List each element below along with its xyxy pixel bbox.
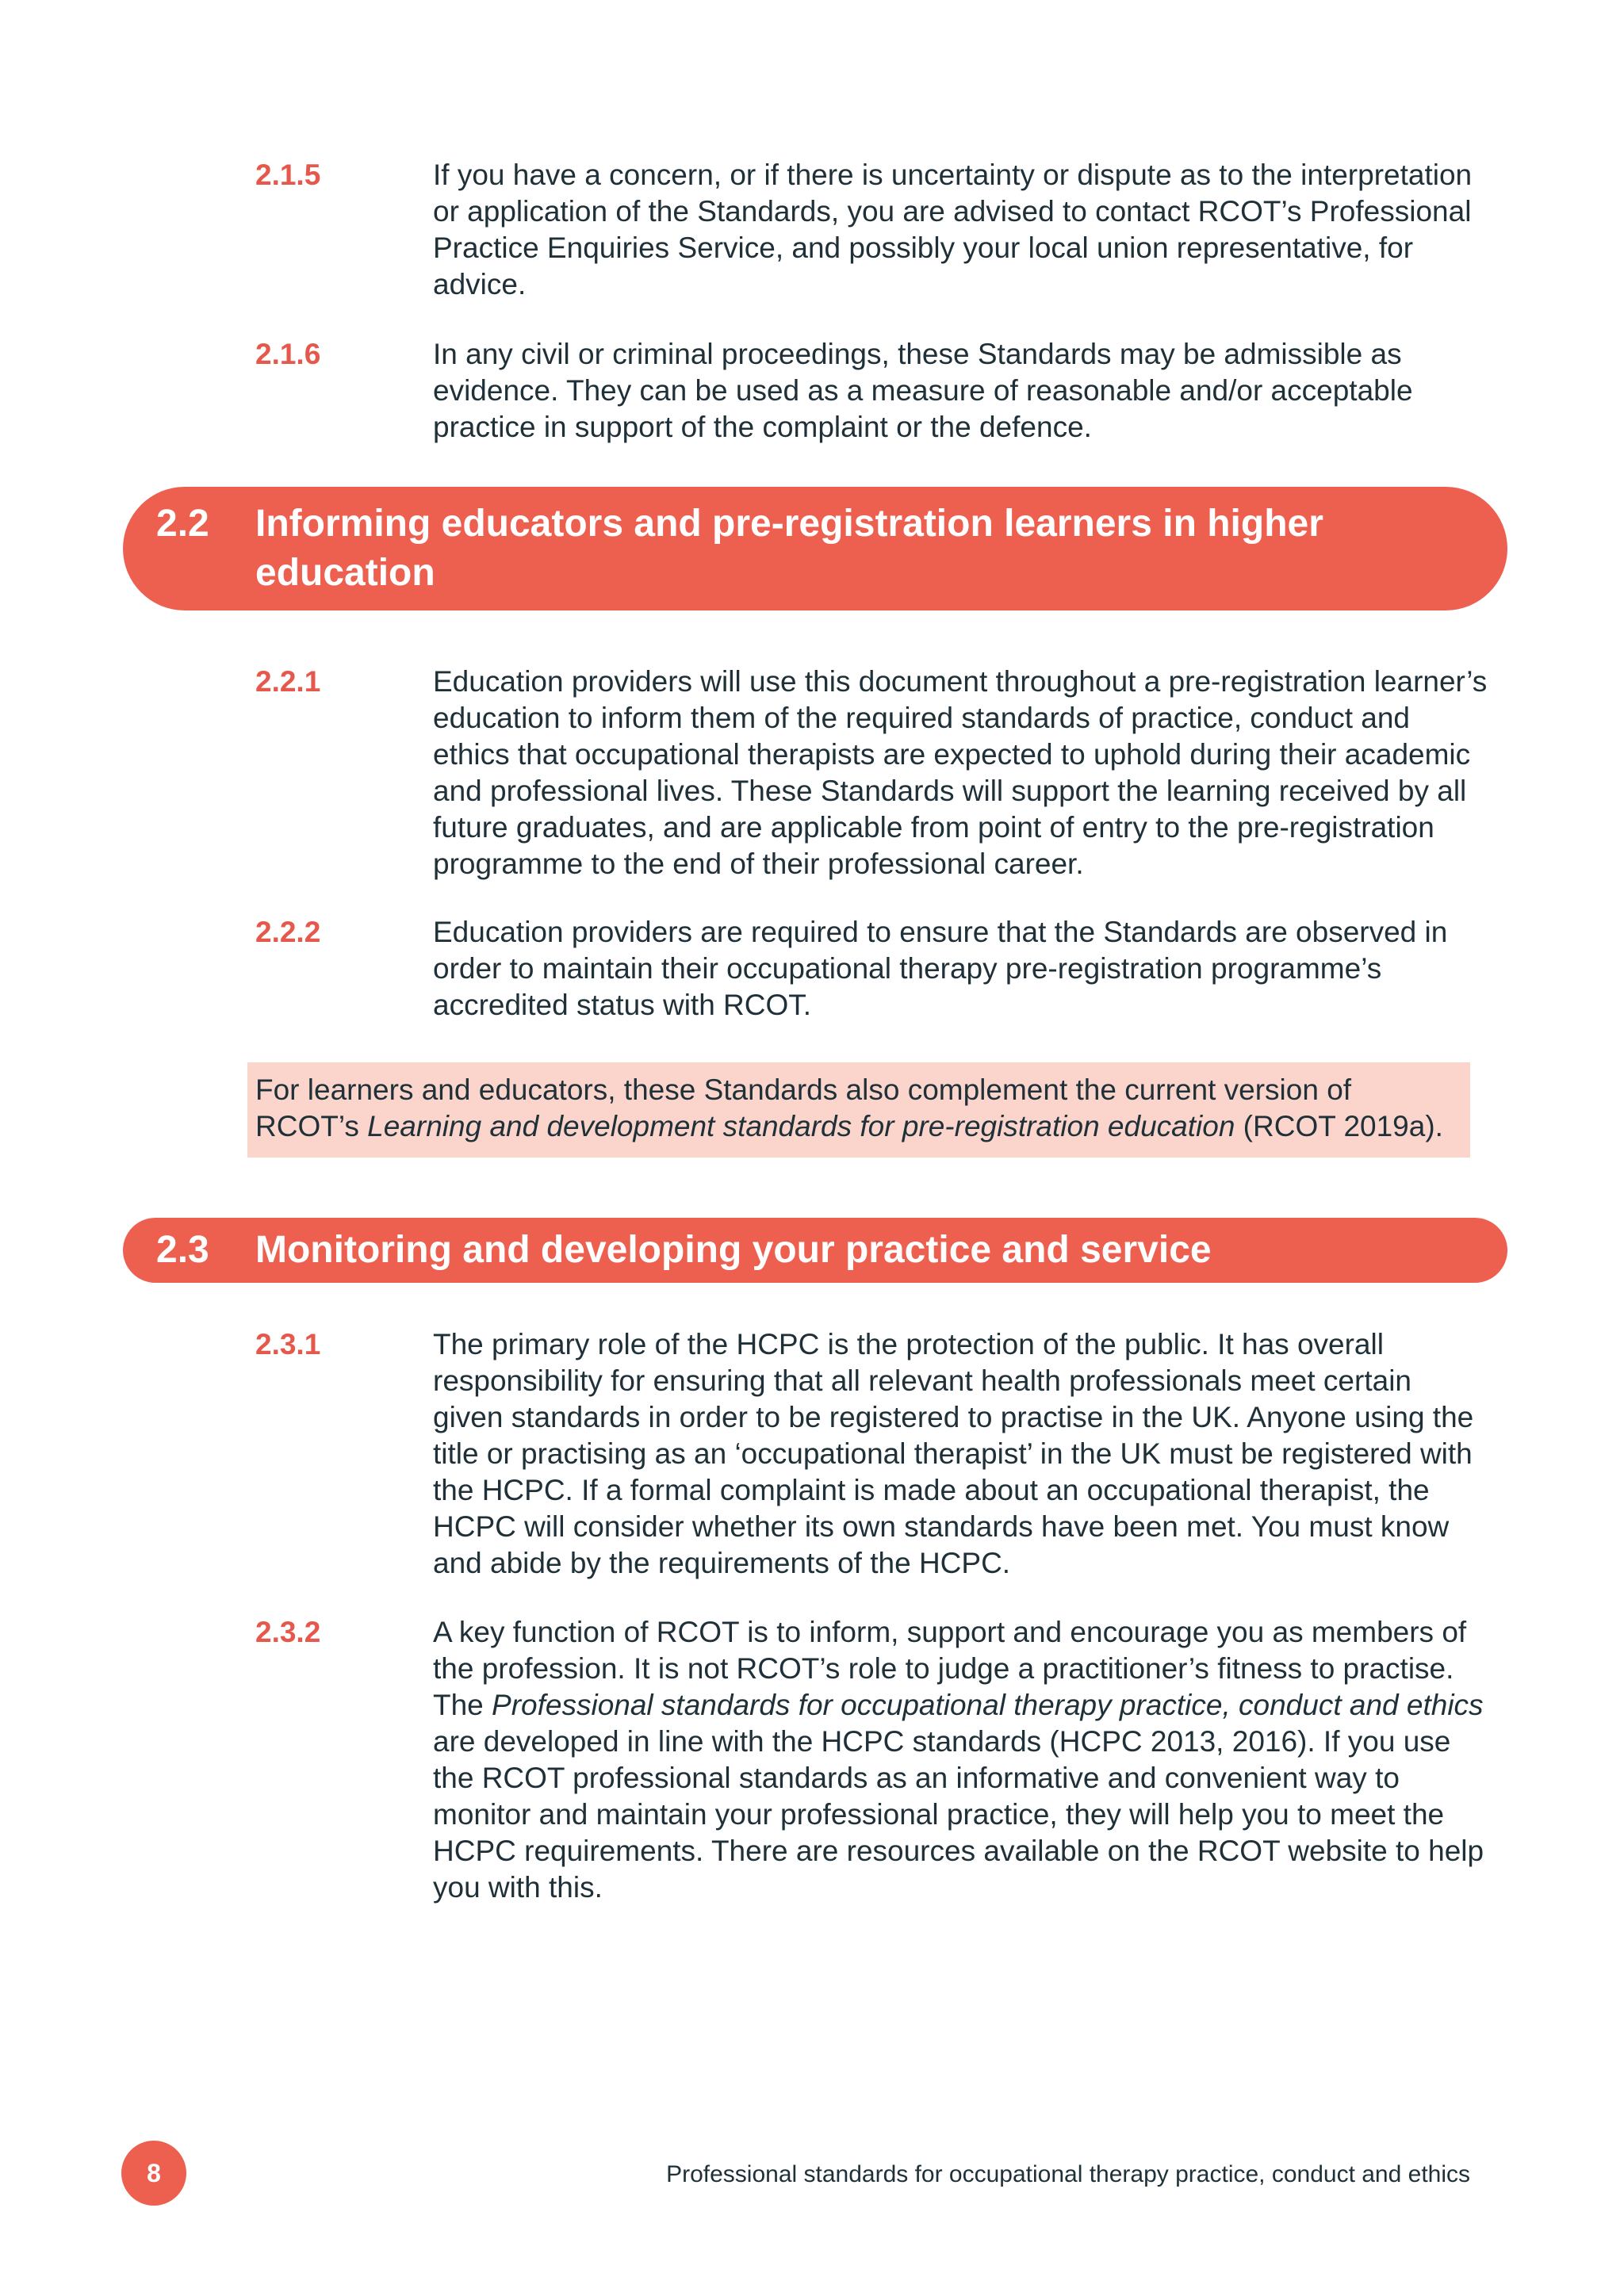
- clause-text: In any civil or criminal proceedings, these Standards may be admissible as evidence. They can be used as a measure of reasonable and/or acceptable practice in support of the complaint or the defence.: [433, 338, 1413, 443]
- section-banner-2-2: [123, 487, 1507, 610]
- callout-box: [247, 1062, 1470, 1158]
- section-number: 2.2: [156, 503, 209, 545]
- clause-number: 2.2.2: [255, 916, 321, 948]
- clause-text: Education providers will use this document throughout a pre-registration learner’s education to inform them of the required standards of practice, conduct and ethics that occupational therapists are expected to uphold during their academic and professional lives. These Standards will support the learning received by all future graduates, and are applicable from point of entry to the pre-registration programme to the end of their professional career.: [433, 665, 1488, 880]
- callout-text: For learners and educators, these Standards also complement the current version of RCOT’s: [255, 1073, 1352, 1142]
- clause-number: 2.3.1: [255, 1328, 321, 1360]
- document-title-italic: Professional standards for occupational therapy practice, conduct and ethics: [492, 1689, 1484, 1721]
- section-title: Monitoring and developing your practice and service: [255, 1229, 1212, 1271]
- clause-number: 2.2.1: [255, 665, 321, 698]
- clause-number: 2.1.5: [255, 159, 321, 191]
- clause-text-part: A key function of RCOT is to inform, support and encourage you as members of the profession. It is not RCOT’s role to judge a practitioner’s fitness to practise. The: [433, 1616, 1467, 1721]
- clause-text: If you have a concern, or if there is uncertainty or dispute as to the interpretation or application of the Standards, you are advised to contact RCOT’s Professional Practice Enquiries Service, and possibly your local union representative, for advice.: [433, 159, 1473, 300]
- clause-text: The primary role of the HCPC is the protection of the public. It has overall responsibility for ensuring that all relevant health professionals meet certain given standards in order to be registered to practise in the UK. Anyone using the title or practising as an ‘occupational therapist’ in the UK must be registered with the HCPC. If a formal complaint is made about an occupational therapist, the HCPC will consider whether its own standards have been met. You must know and abide by the requirements of the HCPC.: [433, 1328, 1474, 1579]
- section-banner-2-3: [123, 1218, 1507, 1283]
- page-number: 8: [121, 2141, 186, 2206]
- clause-text: [433, 1614, 1488, 1906]
- section-number: 2.3: [156, 1229, 209, 1271]
- callout-citation: (RCOT 2019a).: [1235, 1110, 1443, 1142]
- clause-text: Education providers are required to ensure that the Standards are observed in order to maintain their occupational therapy pre-registration programme’s accredited status with RCOT.: [433, 916, 1448, 1021]
- section-title: Informing educators and pre-registration learners in higher education: [255, 503, 1323, 594]
- clause-number: 2.1.6: [255, 338, 321, 370]
- clause-number: 2.3.2: [255, 1616, 321, 1648]
- callout-reference-title: Learning and development standards for pre-registration education: [367, 1110, 1235, 1142]
- footer-document-title: Professional standards for occupational therapy practice, conduct and ethics: [666, 2161, 1470, 2187]
- clause-text-part: are developed in line with the HCPC standards (HCPC 2013, 2016). If you use the RCOT professional standards as an informative and convenient way to monitor and maintain your professional practice, they will help you to meet the HCPC requirements. There are resources available on the RCOT website to help you with this.: [433, 1725, 1484, 1904]
